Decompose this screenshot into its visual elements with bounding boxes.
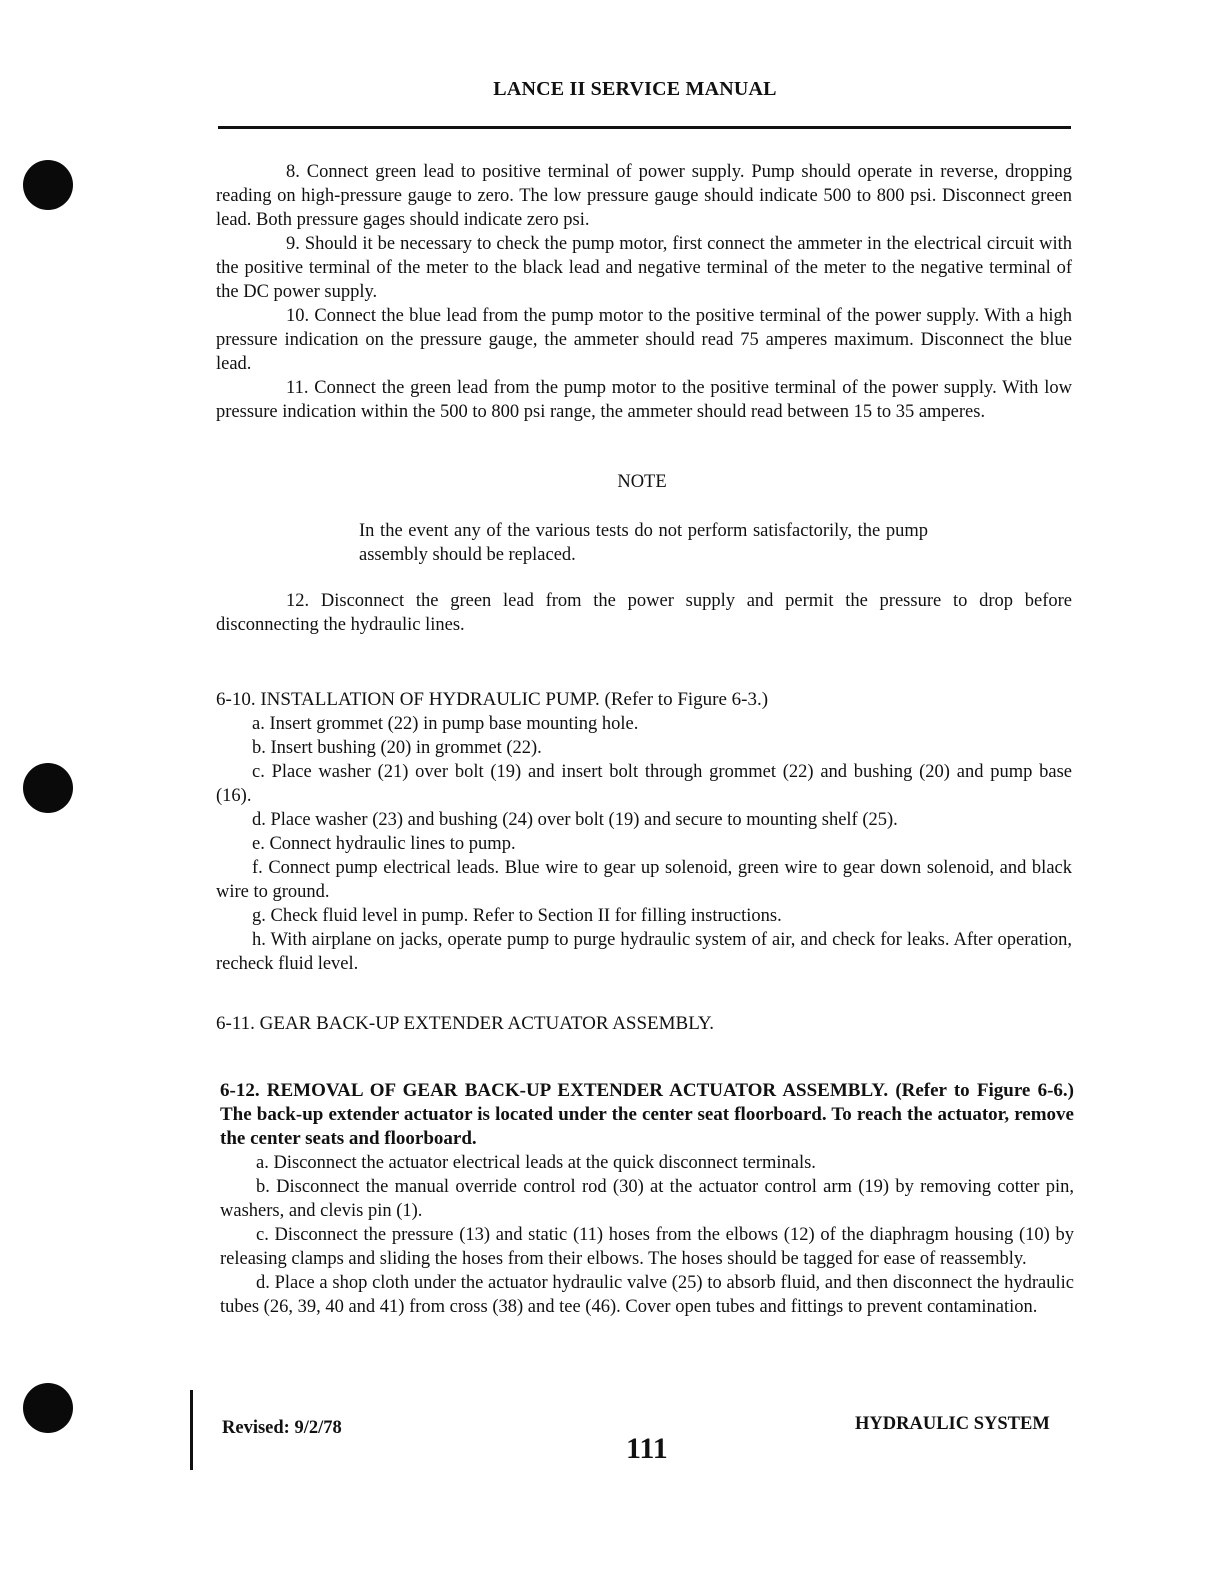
section-6-10-item: e. Connect hydraulic lines to pump. [252, 834, 516, 854]
section-6-11-heading: 6-11. GEAR BACK-UP EXTENDER ACTUATOR ASSEMBLY. [216, 1013, 714, 1034]
section-6-10-heading: 6-10. INSTALLATION OF HYDRAULIC PUMP. (Refer to Figure 6-3.) [216, 689, 769, 710]
page-header-title: LANCE II SERVICE MANUAL [493, 78, 777, 100]
section-6-10-item: a. Insert grommet (22) in pump base mounting hole. [252, 714, 639, 734]
step-12: 12. Disconnect the green lead from the power supply and permit the pressure to drop before disconnecting the hydraulic lines. [216, 591, 1072, 635]
section-6-10-item: d. Place washer (23) and bushing (24) over bolt (19) and secure to mounting shelf (25). [252, 810, 898, 830]
section-6-10-item: c. Place washer (21) over bolt (19) and insert bolt through grommet (22) and bushing (20) and pump base (16). [216, 762, 1072, 806]
step-9: 9. Should it be necessary to check the pump motor, first connect the ammeter in the electrical circuit with the positive terminal of the meter to the black lead and negative terminal of the meter to the negative terminal of the DC power supply. [216, 234, 1072, 302]
note-text: In the event any of the various tests do not perform satisfactorily, the pump assembly should be replaced. [359, 521, 928, 565]
footer-margin-bar [190, 1390, 193, 1470]
section-6-10 [216, 688, 1072, 976]
section-6-12-item: b. Disconnect the manual override control rod (30) at the actuator control arm (19) by removing cotter pin, washers, and clevis pin (1). [220, 1177, 1074, 1221]
section-6-10-item: f. Connect pump electrical leads. Blue wire to gear up solenoid, green wire to gear down solenoid, and black wire to ground. [216, 858, 1072, 902]
section-6-12-item: c. Disconnect the pressure (13) and static (11) hoses from the elbows (12) of the diaphragm housing (10) by releasing clamps and sliding the hoses from their elbows. The hoses should be tagged for ease of reassembly. [220, 1225, 1074, 1269]
note-title: NOTE [617, 472, 667, 492]
binder-hole-top [23, 160, 73, 210]
section-6-10-item: g. Check fluid level in pump. Refer to Section II for filling instructions. [252, 906, 782, 926]
binder-hole-middle [23, 763, 73, 813]
section-6-12-heading: 6-12. REMOVAL OF GEAR BACK-UP EXTENDER ACTUATOR ASSEMBLY. (Refer to Figure 6-6.) The back-up extender actuator is located under the center seat floorboard. To reach the actuator, remove the center seats and floorboard. [220, 1080, 1074, 1149]
page-number: 111 [626, 1432, 668, 1465]
step-10: 10. Connect the blue lead from the pump motor to the positive terminal of the power supply. With a high pressure indication on the pressure gauge, the ammeter should read 75 amperes maximum. Disconnect the blue lead. [216, 306, 1072, 374]
footer-revised-date: Revised: 9/2/78 [222, 1418, 342, 1438]
section-6-12-item: d. Place a shop cloth under the actuator hydraulic valve (25) to absorb fluid, and then disconnect the hydraulic tubes (26, 39, 40 and 41) from cross (38) and tee (46). Cover open tubes and fittings to prevent contamination. [220, 1273, 1074, 1317]
section-6-10-item: b. Insert bushing (20) in grommet (22). [252, 738, 542, 758]
test-steps-block [216, 160, 1072, 424]
section-6-10-item: h. With airplane on jacks, operate pump to purge hydraulic system of air, and check for leaks. After operation, recheck fluid level. [216, 930, 1072, 974]
binder-hole-bottom [23, 1383, 73, 1433]
step-8: 8. Connect green lead to positive terminal of power supply. Pump should operate in reverse, dropping reading on high-pressure gauge to zero. The low pressure gauge should indicate 500 to 800 psi. Disconnect green lead. Both pressure gages should indicate zero psi. [216, 162, 1072, 230]
header-divider [218, 126, 1071, 129]
step-11: 11. Connect the green lead from the pump motor to the positive terminal of the power supply. With low pressure indication within the 500 to 800 psi range, the ammeter should read between 15 to 35 amperes. [216, 378, 1072, 422]
section-6-12 [220, 1079, 1074, 1319]
section-6-11 [216, 1012, 1072, 1036]
section-6-12-item: a. Disconnect the actuator electrical leads at the quick disconnect terminals. [256, 1153, 816, 1173]
step-12-block [216, 589, 1072, 637]
footer-section-title: HYDRAULIC SYSTEM [855, 1414, 1050, 1434]
